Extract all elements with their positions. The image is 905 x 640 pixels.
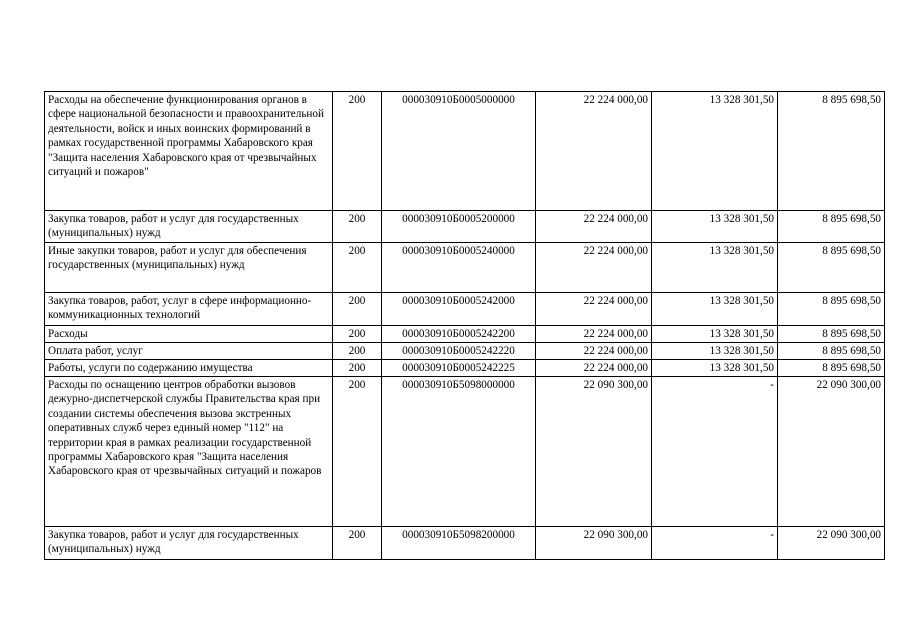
approved-amount-cell: 22 224 000,00 [536,343,652,360]
approved-amount-cell: 22 224 000,00 [536,293,652,326]
table-row [45,293,885,326]
budget-classification-code-cell: 000030910Б0005200000 [382,211,536,243]
table-row [45,527,885,560]
expense-name-cell: Закупка товаров, работ и услуг для государственных (муниципальных) нужд [45,211,333,243]
approved-amount-cell: 22 090 300,00 [536,527,652,560]
grbs-code-cell: 200 [333,293,382,326]
remaining-amount-cell: 8 895 698,50 [778,343,885,360]
budget-classification-code-cell: 000030910Б0005242220 [382,343,536,360]
approved-amount-cell: 22 090 300,00 [536,377,652,527]
expense-name-cell: Оплата работ, услуг [45,343,333,360]
expense-name-cell: Расходы [45,326,333,343]
remaining-amount-cell: 22 090 300,00 [778,527,885,560]
grbs-code-cell: 200 [333,360,382,377]
executed-amount-cell: 13 328 301,50 [652,326,778,343]
remaining-amount-cell: 8 895 698,50 [778,360,885,377]
grbs-code-cell: 200 [333,211,382,243]
expense-name-cell: Закупка товаров, работ и услуг для государственных (муниципальных) нужд [45,527,333,560]
grbs-code-cell: 200 [333,527,382,560]
executed-amount-cell: - [652,527,778,560]
expense-name-cell: Иные закупки товаров, работ и услуг для обеспечения государственных (муниципальных) нужд [45,243,333,293]
expense-name-cell: Работы, услуги по содержанию имущества [45,360,333,377]
executed-amount-cell: 13 328 301,50 [652,92,778,211]
executed-amount-cell: 13 328 301,50 [652,211,778,243]
table-row [45,377,885,527]
table-row [45,243,885,293]
grbs-code-cell: 200 [333,326,382,343]
approved-amount-cell: 22 224 000,00 [536,360,652,377]
approved-amount-cell: 22 224 000,00 [536,326,652,343]
budget-classification-code-cell: 000030910Б5098200000 [382,527,536,560]
budget-classification-code-cell: 000030910Б0005000000 [382,92,536,211]
budget-execution-table [44,91,885,560]
remaining-amount-cell: 8 895 698,50 [778,326,885,343]
table-row [45,92,885,211]
budget-classification-code-cell: 000030910Б0005242200 [382,326,536,343]
expense-name-cell: Закупка товаров, работ, услуг в сфере информационно-коммуникационных технологий [45,293,333,326]
remaining-amount-cell: 8 895 698,50 [778,211,885,243]
remaining-amount-cell: 8 895 698,50 [778,92,885,211]
grbs-code-cell: 200 [333,243,382,293]
grbs-code-cell: 200 [333,92,382,211]
table-row [45,326,885,343]
grbs-code-cell: 200 [333,343,382,360]
grbs-code-cell: 200 [333,377,382,527]
budget-classification-code-cell: 000030910Б0005242000 [382,293,536,326]
remaining-amount-cell: 8 895 698,50 [778,243,885,293]
executed-amount-cell: - [652,377,778,527]
approved-amount-cell: 22 224 000,00 [536,92,652,211]
budget-classification-code-cell: 000030910Б5098000000 [382,377,536,527]
budget-classification-code-cell: 000030910Б0005240000 [382,243,536,293]
executed-amount-cell: 13 328 301,50 [652,243,778,293]
expense-name-cell: Расходы на обеспечение функционирования органов в сфере национальной безопасности и правоохранительной деятельности, войск и иных воинских формирований в рамках государственной программы Хабаровского края "Защита населения Хабаровского края от чрезвычайных ситуаций и пожаров" [45,92,333,211]
table-row [45,360,885,377]
table-row [45,211,885,243]
executed-amount-cell: 13 328 301,50 [652,360,778,377]
remaining-amount-cell: 8 895 698,50 [778,293,885,326]
approved-amount-cell: 22 224 000,00 [536,211,652,243]
expense-name-cell: Расходы по оснащению центров обработки вызовов дежурно-диспетчерской службы Правительства края при создании системы обеспечения вызова экстренных оперативных служб через единый номер "112" на территории края в рамках реализации государственной программы Хабаровского края "Защита населения Хабаровского края от чрезвычайных ситуаций и пожаров [45,377,333,527]
approved-amount-cell: 22 224 000,00 [536,243,652,293]
executed-amount-cell: 13 328 301,50 [652,343,778,360]
budget-classification-code-cell: 000030910Б0005242225 [382,360,536,377]
table-row [45,343,885,360]
executed-amount-cell: 13 328 301,50 [652,293,778,326]
remaining-amount-cell: 22 090 300,00 [778,377,885,527]
